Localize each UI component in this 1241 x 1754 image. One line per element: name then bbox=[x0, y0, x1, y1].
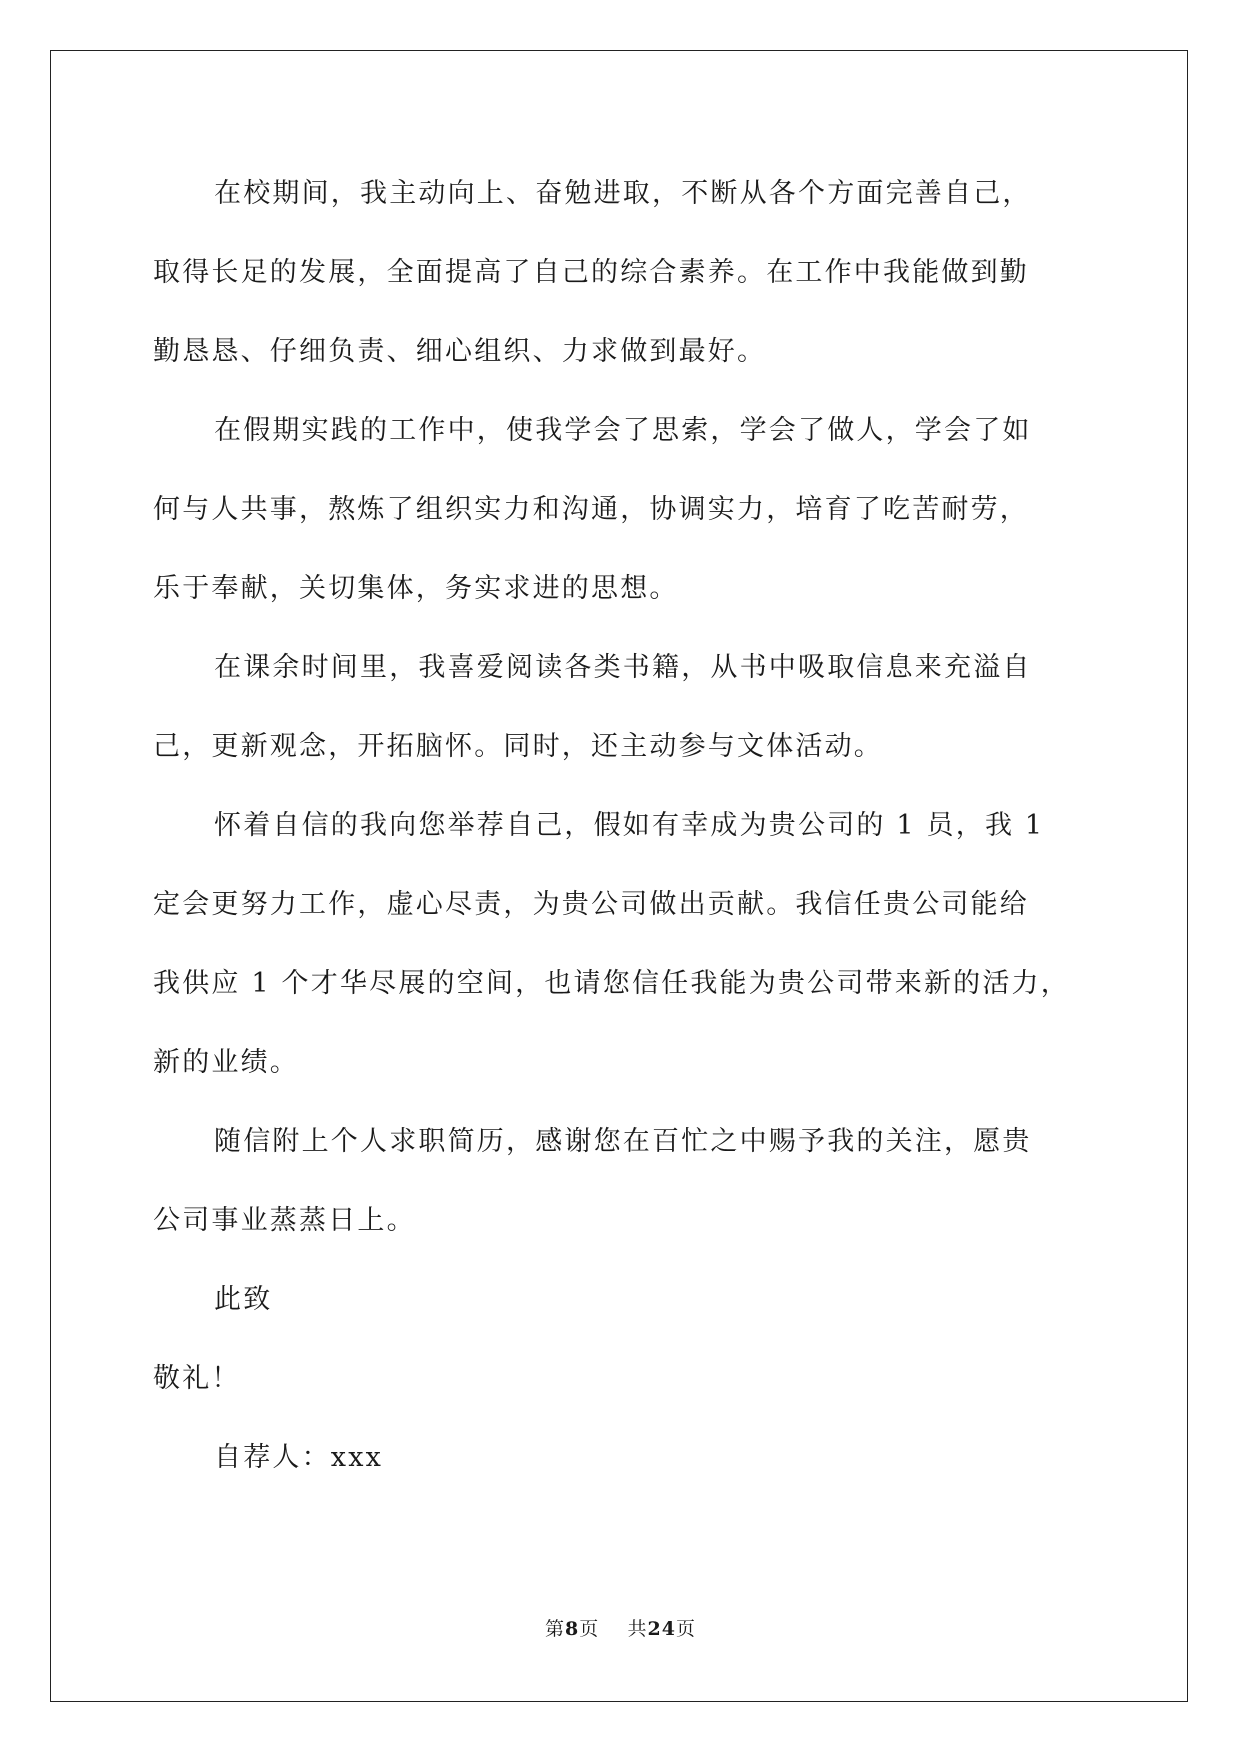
paragraph-line: 新的业绩。 bbox=[153, 1047, 299, 1078]
total-label-prefix: 共 bbox=[627, 1618, 648, 1640]
paragraph-line: 怀着自信的我向您举荐自己，假如有幸成为贵公司的 1 员，我 1 bbox=[214, 810, 1045, 841]
paragraph-line: 乐于奉献，关切集体，务实求进的思想。 bbox=[153, 573, 679, 604]
total-pages: 24 bbox=[647, 1618, 676, 1640]
paragraph-line: 己，更新观念，开拓脑怀。同时，还主动参与文体活动。 bbox=[153, 731, 883, 762]
paragraph-line: 我供应 1 个才华尽展的空间，也请您信任我能为贵公司带来新的活力， bbox=[153, 968, 1070, 999]
paragraph-line: 定会更努力工作，虚心尽责，为贵公司做出贡献。我信任贵公司能给 bbox=[153, 889, 1029, 920]
signature-line: 自荐人：xxx bbox=[214, 1442, 384, 1473]
page-label-suffix: 页 bbox=[579, 1618, 600, 1640]
page-number: 8 bbox=[565, 1618, 580, 1640]
paragraph-line: 勤恳恳、仔细负责、细心组织、力求做到最好。 bbox=[153, 336, 767, 367]
paragraph-line: 随信附上个人求职简历，感谢您在百忙之中赐予我的关注，愿贵 bbox=[214, 1126, 1032, 1157]
paragraph-line: 在假期实践的工作中，使我学会了思索，学会了做人，学会了如 bbox=[214, 415, 1032, 446]
closing-regards: 敬礼！ bbox=[153, 1363, 241, 1394]
paragraph-line: 在课余时间里，我喜爱阅读各类书籍，从书中吸取信息来充溢自 bbox=[214, 652, 1032, 683]
total-label-suffix: 页 bbox=[675, 1618, 696, 1640]
page-label-prefix: 第 bbox=[545, 1618, 566, 1640]
paragraph-line: 取得长足的发展，全面提高了自己的综合素养。在工作中我能做到勤 bbox=[153, 257, 1029, 288]
paragraph-line: 公司事业蒸蒸日上。 bbox=[153, 1205, 416, 1236]
paragraph-line: 何与人共事，熬炼了组织实力和沟通，协调实力，培育了吃苦耐劳， bbox=[153, 494, 1029, 525]
page-footer bbox=[0, 1617, 1241, 1641]
closing-salutation: 此致 bbox=[214, 1284, 273, 1315]
paragraph-line: 在校期间，我主动向上、奋勉进取，不断从各个方面完善自己， bbox=[214, 178, 1032, 209]
